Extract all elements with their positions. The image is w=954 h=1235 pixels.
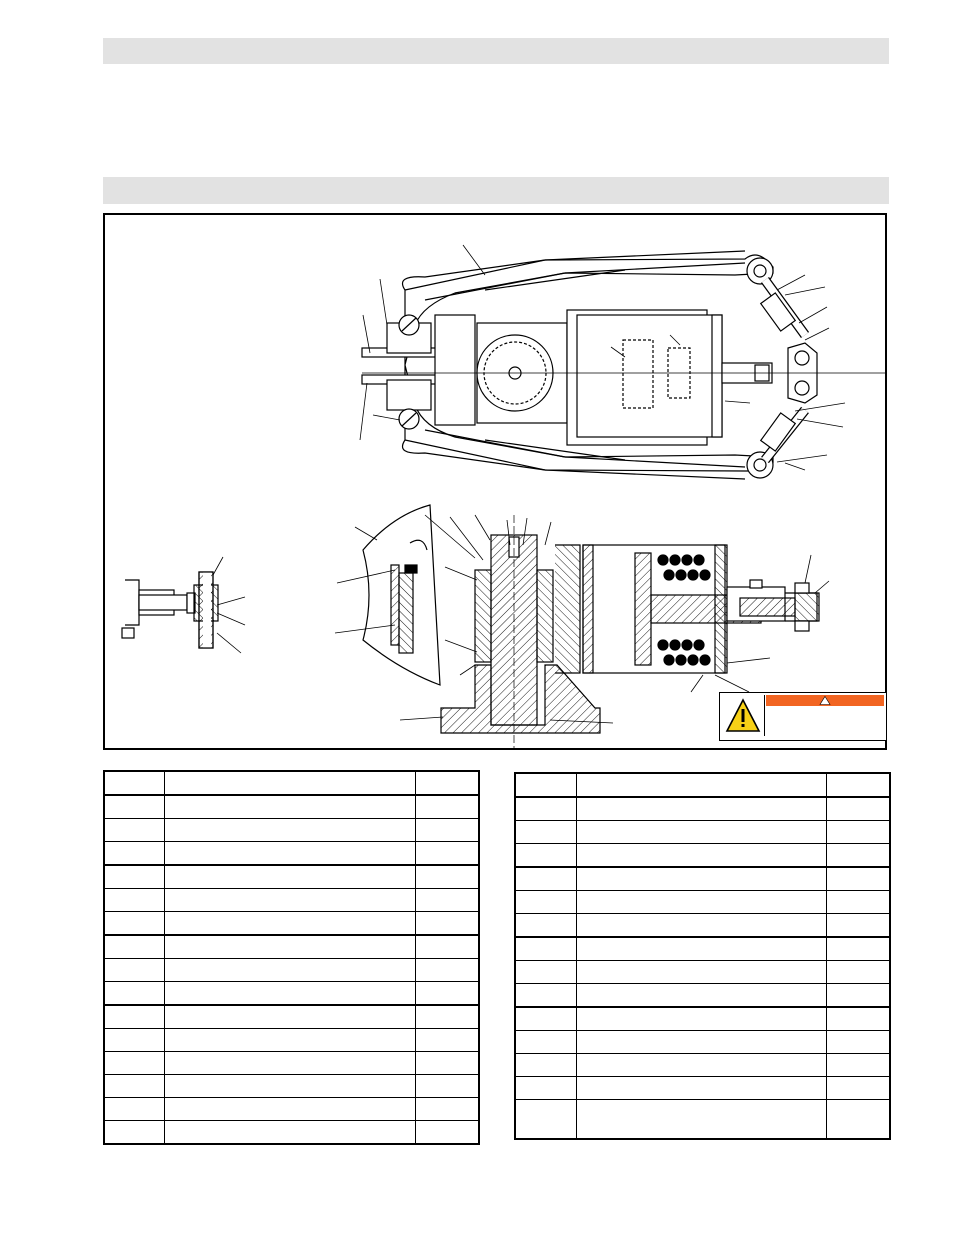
- table-row: [104, 1098, 479, 1121]
- description-cell: [576, 821, 826, 844]
- description-cell: [164, 1029, 415, 1052]
- parts-table-left: [103, 770, 480, 1145]
- table-row: [515, 961, 890, 984]
- item-cell: [515, 1031, 576, 1054]
- qty-cell: [415, 1052, 479, 1075]
- table-row: [515, 914, 890, 938]
- qty-cell: [415, 935, 479, 959]
- table-row: [104, 842, 479, 866]
- table-row: [515, 1007, 890, 1031]
- table-header-row: [515, 773, 890, 797]
- item-cell: [104, 795, 164, 819]
- description-cell: [164, 795, 415, 819]
- description-cell: [164, 959, 415, 982]
- table-row: [104, 1075, 479, 1098]
- qty-cell: [826, 891, 890, 914]
- table-row: [104, 889, 479, 912]
- description-cell: [576, 867, 826, 891]
- item-cell: [515, 1007, 576, 1031]
- table-row: [104, 1121, 479, 1145]
- qty-cell: [826, 1054, 890, 1077]
- qty-cell: [415, 795, 479, 819]
- item-cell: [104, 819, 164, 842]
- description-cell: [164, 1075, 415, 1098]
- parts-table-right: [514, 772, 891, 1140]
- description-cell: [164, 819, 415, 842]
- top-view: [362, 251, 885, 479]
- description-cell: [164, 935, 415, 959]
- table-row: [515, 797, 890, 821]
- item-cell: [104, 1075, 164, 1098]
- description-cell: [164, 1098, 415, 1121]
- qty-cell: [826, 984, 890, 1008]
- item-cell: [104, 959, 164, 982]
- description-cell: [164, 1005, 415, 1029]
- description-cell: [576, 937, 826, 961]
- item-cell: [515, 1054, 576, 1077]
- item-cell: [104, 1052, 164, 1075]
- description-cell: [576, 1054, 826, 1077]
- qty-cell: [415, 1005, 479, 1029]
- warning-header: [766, 695, 884, 706]
- qty-cell: [415, 959, 479, 982]
- qty-cell: [415, 865, 479, 889]
- description-cell: [576, 891, 826, 914]
- qty-cell: [826, 961, 890, 984]
- table-header-row: [104, 771, 479, 795]
- description-cell: [576, 984, 826, 1008]
- table-row: [515, 821, 890, 844]
- description-cell: [576, 914, 826, 938]
- qty-cell: [826, 844, 890, 868]
- item-cell: [515, 797, 576, 821]
- description-cell: [164, 842, 415, 866]
- qty-cell: [826, 1007, 890, 1031]
- qty-cell: [415, 1098, 479, 1121]
- qty-cell: [415, 819, 479, 842]
- description-cell: [576, 1031, 826, 1054]
- item-cell: [104, 889, 164, 912]
- description-cell: [576, 1077, 826, 1100]
- description-cell: [164, 912, 415, 936]
- item-cell: [515, 937, 576, 961]
- description-cell: [576, 961, 826, 984]
- item-cell: [515, 914, 576, 938]
- qty-cell: [826, 1077, 890, 1100]
- qty-cell: [415, 912, 479, 936]
- qty-cell: [826, 1100, 890, 1140]
- table-row: [104, 795, 479, 819]
- item-cell: [515, 867, 576, 891]
- item-cell: [104, 935, 164, 959]
- table-row: [515, 1100, 890, 1140]
- table-row: [515, 1031, 890, 1054]
- table-row: [104, 982, 479, 1006]
- table-row: [104, 1029, 479, 1052]
- description-cell: [576, 844, 826, 868]
- table-row: [104, 912, 479, 936]
- brake-assembly-drawing: [103, 213, 887, 750]
- table-row: [515, 891, 890, 914]
- item-cell: [515, 821, 576, 844]
- item-cell: [515, 891, 576, 914]
- qty-cell: [415, 982, 479, 1006]
- section-heading-bar: [103, 177, 889, 204]
- description-cell: [164, 1052, 415, 1075]
- qty-cell: [826, 914, 890, 938]
- item-cell: [104, 1029, 164, 1052]
- qty-cell: [415, 1121, 479, 1145]
- table-row: [104, 935, 479, 959]
- description-cell: [576, 1007, 826, 1031]
- qty-cell: [826, 797, 890, 821]
- qty-cell: [415, 1029, 479, 1052]
- table-row: [515, 1054, 890, 1077]
- table-row: [515, 844, 890, 868]
- qty-cell: [826, 821, 890, 844]
- item-cell: [515, 1100, 576, 1140]
- qty-cell: [826, 867, 890, 891]
- header-cell: [515, 773, 576, 797]
- description-cell: [164, 865, 415, 889]
- table-row: [515, 984, 890, 1008]
- item-cell: [515, 1077, 576, 1100]
- qty-cell: [826, 1031, 890, 1054]
- qty-cell: [415, 842, 479, 866]
- item-cell: [104, 912, 164, 936]
- description-cell: [576, 1100, 826, 1140]
- qty-cell: [826, 937, 890, 961]
- header-cell: [415, 771, 479, 795]
- pin-detail-view: [122, 557, 245, 653]
- title-bar: [103, 38, 889, 64]
- header-cell: [576, 773, 826, 797]
- table-row: [104, 1005, 479, 1029]
- qty-cell: [415, 889, 479, 912]
- item-cell: [104, 842, 164, 866]
- item-cell: [104, 865, 164, 889]
- table-row: [515, 867, 890, 891]
- warning-label: [719, 692, 887, 741]
- item-cell: [515, 984, 576, 1008]
- qty-cell: [415, 1075, 479, 1098]
- warning-triangle-icon: [722, 695, 765, 736]
- table-row: [515, 1077, 890, 1100]
- table-row: [104, 865, 479, 889]
- item-cell: [104, 1121, 164, 1145]
- item-cell: [515, 961, 576, 984]
- description-cell: [164, 982, 415, 1006]
- item-cell: [104, 1005, 164, 1029]
- description-cell: [164, 1121, 415, 1145]
- table-row: [515, 937, 890, 961]
- table-row: [104, 1052, 479, 1075]
- description-cell: [576, 797, 826, 821]
- header-cell: [104, 771, 164, 795]
- item-cell: [104, 1098, 164, 1121]
- table-row: [104, 959, 479, 982]
- header-cell: [164, 771, 415, 795]
- table-row: [104, 819, 479, 842]
- item-cell: [104, 982, 164, 1006]
- description-cell: [164, 889, 415, 912]
- header-cell: [826, 773, 890, 797]
- item-cell: [515, 844, 576, 868]
